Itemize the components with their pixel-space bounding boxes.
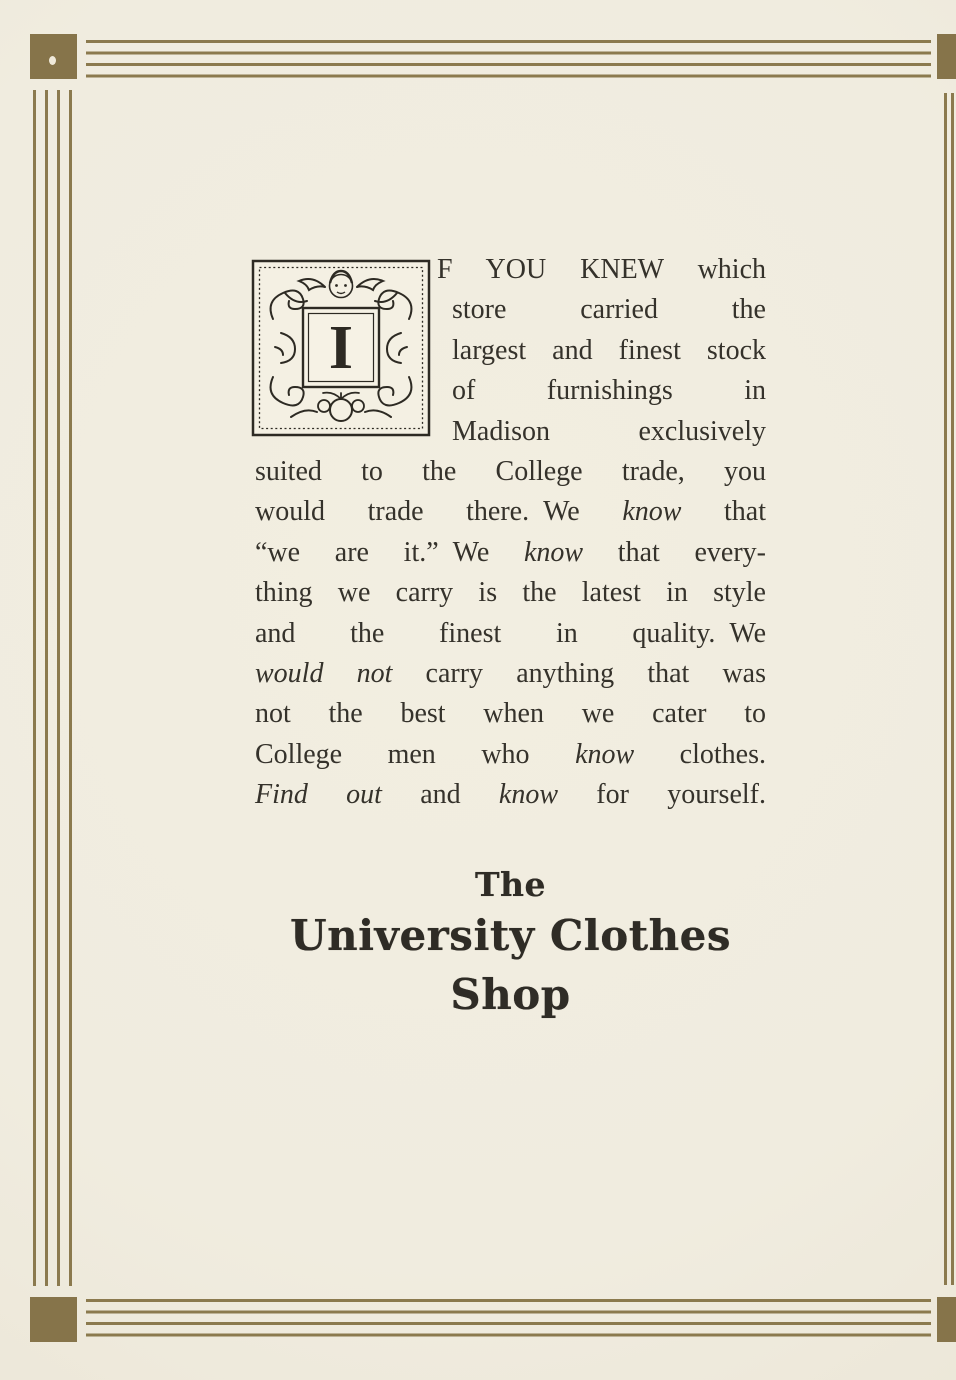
emphasized-text: would not: [255, 658, 393, 690]
shop-name-line: University Clothes: [289, 911, 732, 960]
border-corner-bottom-right: [937, 1297, 956, 1342]
border-lines-right: [944, 93, 956, 1285]
body-text-segment: for yourself.: [558, 779, 766, 811]
emphasized-text: Find out: [255, 779, 382, 811]
emphasized-text: know: [575, 738, 635, 770]
paragraph-line: [452, 290, 766, 330]
body-text-segment: of furnishings in: [452, 375, 766, 407]
border-lines-left: [33, 90, 73, 1286]
paragraph-line: [255, 775, 766, 815]
border-lines-top: [86, 40, 931, 78]
shop-name-line: Shop: [450, 970, 571, 1019]
body-text-segment: suited to the College trade, you: [255, 456, 766, 488]
body-text-segment: store carried the: [452, 294, 766, 326]
shop-name-line: The: [474, 865, 547, 904]
body-text-segment: would trade there. We: [255, 496, 623, 528]
emphasized-text: know: [498, 779, 559, 811]
body-text-segment: Madison exclusively: [452, 415, 766, 447]
emphasized-text: know: [523, 536, 584, 568]
body-text-segment: thing we carry is the latest in style: [255, 577, 766, 609]
border-corner-top-left: [30, 34, 77, 79]
paragraph-line: [255, 452, 766, 492]
body-text-segment: carry anything that was: [392, 658, 766, 690]
paragraph-line: [255, 654, 766, 694]
paragraph-line: [255, 492, 766, 532]
body-text-segment: College men who: [255, 738, 576, 770]
body-text-segment: clothes.: [634, 738, 766, 770]
border-lines-bottom: [86, 1299, 931, 1337]
body-text-segment: F YOU KNEW which: [437, 254, 766, 285]
shop-name: [255, 864, 766, 1024]
paragraph-line: [452, 331, 766, 371]
body-text-segment: that: [681, 496, 766, 528]
paragraph-line: [255, 614, 766, 654]
body-text-segment: “we are it.” We: [255, 536, 524, 568]
paragraph-line: [255, 694, 766, 734]
body-text-segment: largest and finest stock: [452, 334, 766, 366]
corner-ink-void: [49, 56, 56, 65]
body-text-segment: not the best when we cater to: [255, 698, 766, 730]
border-corner-top-right: [937, 34, 956, 79]
paragraph-line: [452, 371, 766, 411]
paragraph-line: [437, 250, 766, 290]
body-text-segment: and the finest in quality. We: [255, 617, 766, 649]
body-text-segment: that every-: [583, 536, 766, 568]
paragraph-line: [255, 573, 766, 613]
drop-cap-letter: I: [328, 314, 354, 382]
border-corner-bottom-left: [30, 1297, 77, 1342]
paragraph-line: [255, 533, 766, 573]
paragraph-line: [255, 735, 766, 775]
emphasized-text: know: [622, 496, 682, 528]
paragraph-line: [452, 412, 766, 452]
ad-paragraph: [255, 250, 766, 816]
body-text-segment: and: [381, 779, 499, 811]
